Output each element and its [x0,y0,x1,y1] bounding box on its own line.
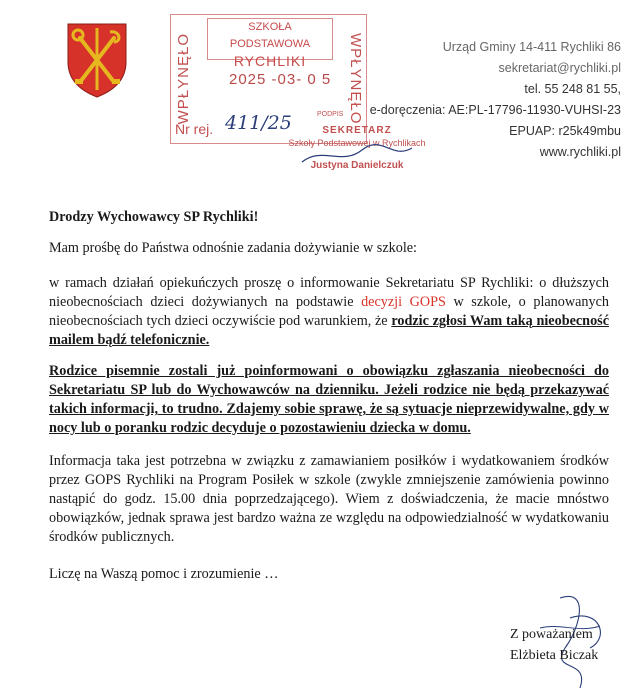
stamp-received-left: WPŁYNĘŁO [175,33,192,125]
office-email: sekretariat@rychliki.pl [498,61,621,75]
stamp-school-line1: SZKOŁA PODSTAWOWA [229,21,311,50]
letter-body [49,208,609,584]
request-text-b: w szkole, o planowanych nieobecnościach tych dzieci oczywiście pod warunkiem, że [49,294,609,329]
letter-greeting: Drodzy Wychowawcy SP Rychliki! [49,209,259,225]
letter-paragraph-parents: Rodzice pisemnie zostali już poinformowani o obowiązku zgłaszania nieobecności do Sekretariatu SP lub do Wychowawców na dzienniku. Jeżeli rodzice nie będą przekazywać takich informacji, to trudno. Zdajemy sobie sprawę, że są sytuacje nieprzewidywalne, gdy w nocy lub o poranku rodzic decyduje o pozostawieniu dziecka w domu. [49,363,609,436]
stamp-school-line2: RYCHLIKI [233,53,307,69]
letter-intro: Mam prośbę do Państwa odnośnie zadania dożywianie w szkole: [49,240,417,256]
office-edelivery: e-doręczenia: AE:PL-17796-11930-VUHSI-23 [369,103,621,117]
office-website: www.rychliki.pl [539,145,621,159]
request-text-a: w ramach działań opiekuńczych proszę o informowanie Sekretariatu SP Rychliki: o dłuższych nieobecnościach dzieci dożywianych na podstawie [49,275,609,310]
stamp-school-box [207,18,333,69]
stamp-nr-value: 411/25 [225,112,292,134]
letter-closing [510,624,598,666]
stamp-nr-label: Nr rej. [175,121,214,137]
office-address: Urząd Gminy 14-411 Rychliki 86 [442,40,621,54]
letter-paragraph-request [49,274,609,350]
signatory-name: Elżbieta Biczak [510,648,599,663]
secretary-school: Szkoły Podstawowej w Rychlikach [288,138,426,148]
office-phone: tel. 55 248 81 55, [524,82,621,96]
office-epuap: EPUAP: r25k49mbu [509,124,621,138]
closing-regards: Z poważaniem [510,627,593,642]
stamp-date: 2025 -03- 0 5 [229,71,332,88]
letter-paragraph-info: Informacja taka jest potrzebna w związku z zamawianiem posiłków i wydatkowaniem środków przez GOPS Rychliki na Program Posiłek w szkole (zwykle zmniejszenie zamówienia powinno nastąpić do godz. 15.00 dnia poprzedzającego). Wiem z doświadczenia, że macie mnóstwo obowiązków, jednak sprawa jest bardzo ważna ze względu na odpowiedzialność w wydatkowaniu środków publicznych. [49,453,609,545]
letter-paragraph-thanks: Liczę na Waszą pomoc i zrozumienie … [49,566,279,582]
office-contact-block [370,37,621,163]
secretary-title: SEKRETARZ [322,125,392,136]
request-underlined: rodzic zgłosi Wam taką nieobecność mailem bądź telefonicznie. [49,313,609,348]
stamp-received-right: WPŁYNĘŁO [347,33,364,125]
gops-decision-highlight: decyzji GOPS [361,294,446,310]
secretary-name: Justyna Danielczuk [310,160,404,171]
stamp-podpis-label: PODPIS [317,111,344,118]
coat-of-arms-icon [66,22,128,98]
